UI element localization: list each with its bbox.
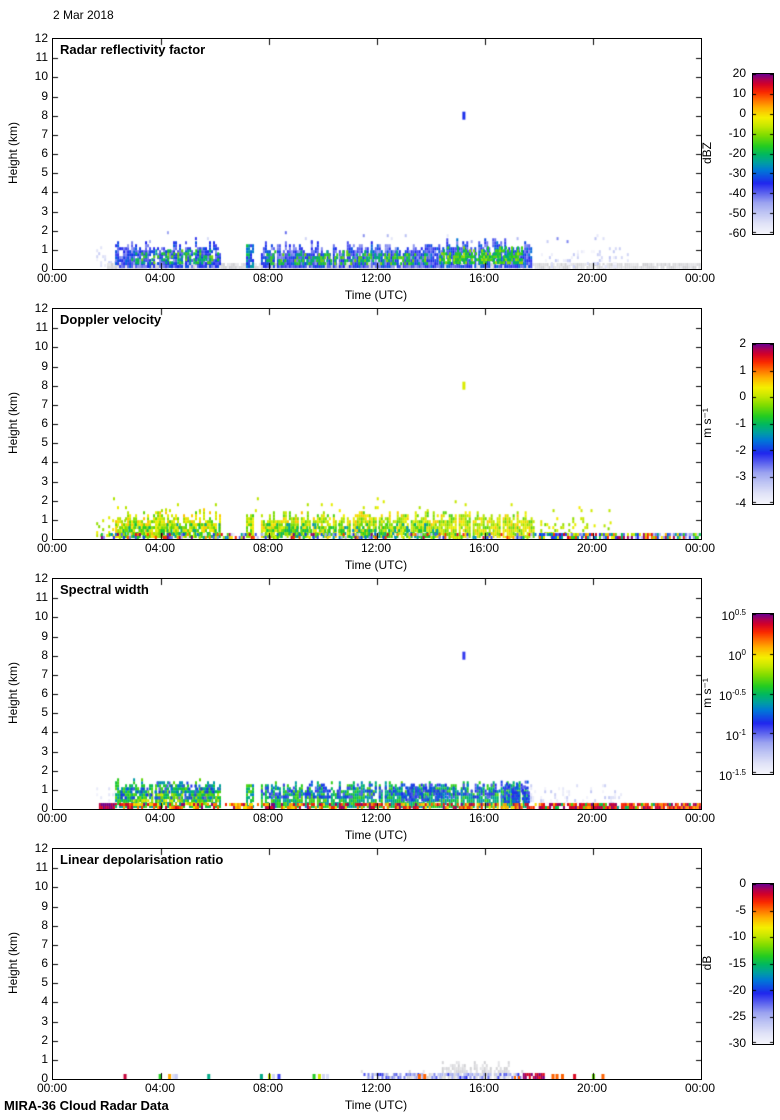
x-tick-label: 08:00: [252, 271, 284, 285]
x-axis-label: Time (UTC): [344, 1098, 408, 1112]
y-tick-label: 2: [41, 222, 48, 237]
colorbar-tick-label: -15: [728, 956, 746, 970]
x-tick-label: 08:00: [252, 811, 284, 825]
y-tick-label: 7: [41, 126, 48, 141]
y-tick-label: 10: [34, 339, 48, 354]
y-tick-label: 4: [41, 184, 48, 199]
x-tick-label: 08:00: [252, 1081, 284, 1095]
y-tick-label: 7: [41, 666, 48, 681]
heatmap-canvas-velocity: [53, 309, 701, 539]
panel-title-ldr: Linear depolarisation ratio: [60, 852, 224, 867]
x-tick-label: 00:00: [684, 271, 716, 285]
colorbar-tick-label: -30: [728, 1036, 746, 1050]
y-tick-label: 12: [34, 571, 48, 585]
colorbar-unit-label: m s⁻¹: [700, 678, 714, 708]
panel-spectral-width: [0, 571, 780, 848]
x-tick-label: 12:00: [360, 1081, 392, 1095]
y-tick-label: 0: [41, 531, 48, 545]
y-tick-label: 1: [41, 511, 48, 526]
colorbar-tick-label: 20: [732, 66, 746, 80]
plot-area-ldr: [52, 848, 702, 1080]
x-tick-label: 00:00: [684, 1081, 716, 1095]
y-tick-label: 3: [41, 473, 48, 488]
x-tick-label: 08:00: [252, 541, 284, 555]
y-axis-label: Height (km): [6, 931, 20, 995]
x-tick-label: 00:00: [36, 541, 68, 555]
x-tick-label: 12:00: [360, 271, 392, 285]
y-tick-label: 6: [41, 146, 48, 160]
panel-title-reflectivity: Radar reflectivity factor: [60, 42, 206, 57]
y-tick-label: 1: [41, 241, 48, 256]
colorbar-spectral-width: [752, 613, 774, 775]
x-tick-label: 20:00: [576, 541, 608, 555]
y-tick-label: 10: [34, 609, 48, 624]
colorbar-canvas: [753, 344, 773, 504]
y-tick-label: 3: [41, 743, 48, 758]
panel-doppler-velocity: [0, 301, 780, 578]
y-tick-label: 6: [41, 686, 48, 700]
y-tick-label: 10: [34, 879, 48, 894]
x-tick-label: 20:00: [576, 811, 608, 825]
colorbar-canvas: [753, 614, 773, 774]
x-tick-label: 12:00: [360, 541, 392, 555]
y-tick-label: 6: [41, 416, 48, 430]
x-tick-label: 04:00: [144, 1081, 176, 1095]
y-axis-label: Height (km): [6, 661, 20, 725]
colorbar-tick-label: $10^{-1.5}$: [718, 768, 746, 783]
panel-linear-depolarisation-ratio: [0, 841, 780, 1118]
x-tick-label: 04:00: [144, 811, 176, 825]
y-tick-label: 9: [41, 628, 48, 643]
colorbar-unit-label: dB: [700, 955, 714, 971]
y-tick-label: 3: [41, 203, 48, 218]
colorbar-tick-label: $10^{-0.5}$: [718, 688, 746, 703]
colorbar-tick-label: -5: [735, 902, 746, 917]
plot-area-velocity: [52, 308, 702, 540]
y-tick-label: 2: [41, 492, 48, 507]
colorbar-canvas: [753, 74, 773, 234]
colorbar-reflectivity: [752, 73, 774, 235]
colorbar-canvas: [753, 884, 773, 1044]
colorbar-tick-label: -60: [728, 226, 746, 240]
colorbar-velocity: [752, 343, 774, 505]
x-tick-label: 00:00: [36, 1081, 68, 1095]
y-tick-label: 11: [35, 320, 48, 335]
y-tick-label: 12: [34, 301, 48, 315]
colorbar-tick-label: -20: [728, 982, 746, 997]
x-tick-label: 04:00: [144, 541, 176, 555]
colorbar-tick-label: 2: [739, 336, 746, 350]
colorbar-tick-label: -3: [735, 469, 746, 484]
colorbar-tick-label: -20: [728, 146, 746, 160]
y-tick-label: 12: [34, 31, 48, 45]
colorbar-tick-label: -10: [728, 929, 746, 944]
y-tick-label: 7: [41, 396, 48, 411]
colorbar-ldr: [752, 883, 774, 1045]
y-tick-label: 11: [35, 860, 48, 875]
colorbar-tick-label: -40: [728, 186, 746, 200]
y-tick-label: 5: [41, 705, 48, 720]
panel-title-spectral-width: Spectral width: [60, 582, 149, 597]
colorbar-tick-label: 1: [739, 362, 746, 377]
y-tick-label: 5: [41, 975, 48, 990]
panel-title-velocity: Doppler velocity: [60, 312, 162, 327]
y-tick-label: 0: [41, 1071, 48, 1085]
y-tick-label: 5: [41, 435, 48, 450]
y-tick-label: 2: [41, 762, 48, 777]
colorbar-tick-label: $10^{-1}$: [725, 728, 746, 743]
y-tick-label: 8: [41, 107, 48, 122]
colorbar-tick-label: -4: [735, 496, 746, 510]
heatmap-canvas-reflectivity: [53, 39, 701, 269]
x-tick-label: 16:00: [468, 541, 500, 555]
y-axis-label: Height (km): [6, 121, 20, 185]
y-tick-label: 10: [34, 69, 48, 84]
y-tick-label: 8: [41, 647, 48, 662]
colorbar-tick-label: -10: [728, 126, 746, 140]
colorbar-tick-label: $10^0$: [728, 648, 746, 663]
x-tick-label: 00:00: [684, 541, 716, 555]
colorbar-tick-label: $10^{0.5}$: [721, 608, 746, 623]
y-tick-label: 12: [34, 841, 48, 855]
colorbar-tick-label: -1: [735, 416, 746, 430]
y-axis-label: Height (km): [6, 391, 20, 455]
y-tick-label: 4: [41, 454, 48, 469]
x-tick-label: 04:00: [144, 271, 176, 285]
colorbar-unit-label: dBZ: [700, 141, 714, 165]
colorbar-tick-label: 0: [739, 876, 746, 890]
x-tick-label: 00:00: [36, 811, 68, 825]
x-axis-label: Time (UTC): [344, 558, 408, 572]
y-tick-label: 4: [41, 724, 48, 739]
y-tick-label: 9: [41, 898, 48, 913]
panel-radar-reflectivity: [0, 31, 780, 308]
y-tick-label: 3: [41, 1013, 48, 1028]
colorbar-tick-label: -50: [728, 206, 746, 220]
y-tick-label: 1: [41, 1051, 48, 1066]
x-tick-label: 16:00: [468, 811, 500, 825]
colorbar-tick-label: -30: [728, 166, 746, 180]
plot-area-reflectivity: [52, 38, 702, 270]
y-tick-label: 0: [41, 801, 48, 815]
y-tick-label: 0: [41, 261, 48, 275]
y-tick-label: 5: [41, 165, 48, 180]
y-tick-label: 6: [41, 956, 48, 970]
footer-label: MIRA-36 Cloud Radar Data: [4, 1098, 169, 1113]
x-tick-label: 00:00: [684, 811, 716, 825]
y-tick-label: 2: [41, 1032, 48, 1047]
colorbar-tick-label: 10: [732, 86, 746, 100]
plot-area-spectral-width: [52, 578, 702, 810]
x-tick-label: 20:00: [576, 1081, 608, 1095]
heatmap-canvas-ldr: [53, 849, 701, 1079]
y-tick-label: 4: [41, 994, 48, 1009]
colorbar-unit-label: m s⁻¹: [700, 408, 714, 438]
x-axis-label: Time (UTC): [344, 828, 408, 842]
colorbar-tick-label: -2: [735, 442, 746, 457]
y-tick-label: 9: [41, 88, 48, 103]
x-tick-label: 12:00: [360, 811, 392, 825]
colorbar-tick-label: 0: [739, 106, 746, 120]
y-tick-label: 7: [41, 936, 48, 951]
date-label: 2 Mar 2018: [53, 8, 114, 22]
y-tick-label: 1: [41, 781, 48, 796]
y-tick-label: 9: [41, 358, 48, 373]
x-tick-label: 16:00: [468, 271, 500, 285]
x-tick-label: 00:00: [36, 271, 68, 285]
y-tick-label: 8: [41, 377, 48, 392]
heatmap-canvas-spectral-width: [53, 579, 701, 809]
x-tick-label: 16:00: [468, 1081, 500, 1095]
x-tick-label: 20:00: [576, 271, 608, 285]
x-axis-label: Time (UTC): [344, 288, 408, 302]
y-tick-label: 8: [41, 917, 48, 932]
colorbar-tick-label: -25: [728, 1009, 746, 1024]
colorbar-tick-label: 0: [739, 389, 746, 404]
y-tick-label: 11: [35, 590, 48, 605]
y-tick-label: 11: [35, 50, 48, 65]
